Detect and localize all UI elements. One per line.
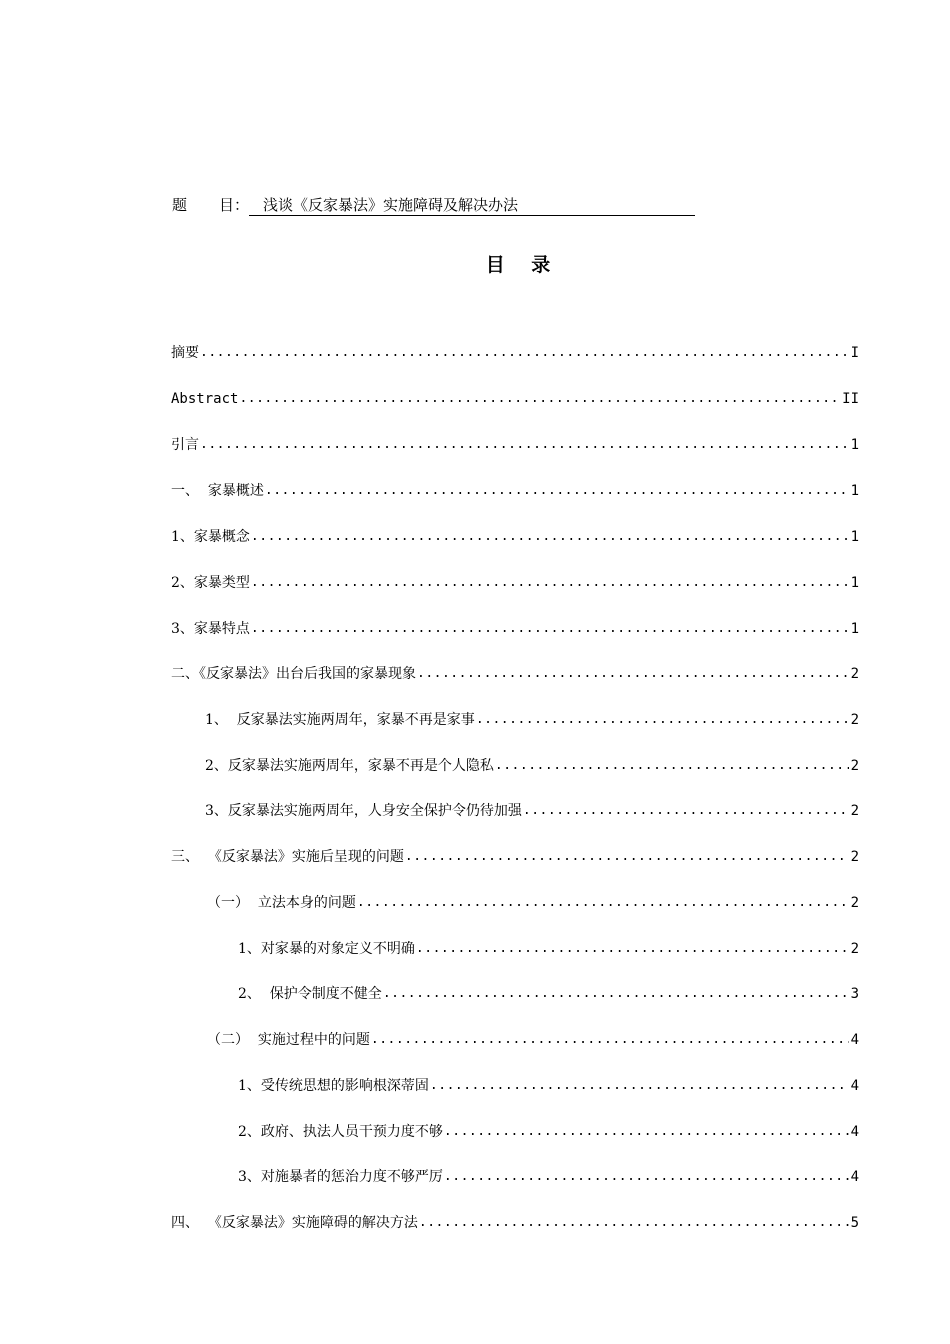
toc-entry-3-b-1[interactable] xyxy=(238,1075,859,1097)
toc-entry-label: Abstract xyxy=(171,391,239,407)
toc-leader-dots xyxy=(430,1075,849,1097)
toc-leader-dots xyxy=(383,983,849,1005)
toc-entry-page: II xyxy=(842,391,859,407)
toc-entry-page: 1 xyxy=(850,529,859,545)
toc-entry-page: 2 xyxy=(850,666,859,682)
topic-label-2: 目： xyxy=(219,196,250,214)
toc-entry-3-b[interactable] xyxy=(207,1029,859,1051)
toc-entry-page: 1 xyxy=(850,575,859,591)
toc-leader-dots xyxy=(357,892,849,914)
toc-entry-introduction[interactable] xyxy=(171,434,859,456)
toc-entry-page: 2 xyxy=(850,803,859,819)
toc-entry-1-2[interactable] xyxy=(171,572,859,594)
toc-leader-dots xyxy=(200,342,849,364)
toc-leader-dots xyxy=(417,663,849,685)
toc-leader-dots xyxy=(239,388,840,410)
toc-entry-label: 1、对家暴的对象定义不明确 xyxy=(238,941,415,957)
toc-entry-label: 引言 xyxy=(171,437,199,453)
toc-entry-page: 1 xyxy=(850,437,859,453)
toc-leader-dots xyxy=(405,846,849,868)
toc-entry-page: 2 xyxy=(850,895,859,911)
toc-entry-page: 4 xyxy=(850,1032,859,1048)
toc-entry-2-3[interactable] xyxy=(205,800,859,822)
toc-leader-dots xyxy=(251,572,849,594)
toc-entry-label: 2、反家暴法实施两周年，家暴不再是个人隐私 xyxy=(205,758,494,774)
toc-entry-label: 3、家暴特点 xyxy=(171,621,250,637)
toc-entry-3-a-1[interactable] xyxy=(238,938,859,960)
toc-entry-2-2[interactable] xyxy=(205,755,859,777)
toc-entry-page: 2 xyxy=(850,849,859,865)
toc-entry-page: 2 xyxy=(850,712,859,728)
toc-entry-1-1[interactable] xyxy=(171,526,859,548)
toc-entry-label: 2、家暴类型 xyxy=(171,575,250,591)
toc-entry-page: 4 xyxy=(850,1078,859,1094)
toc-entry-page: 3 xyxy=(850,986,859,1002)
toc-entry-1-3[interactable] xyxy=(171,618,859,640)
toc-entry-page: 1 xyxy=(850,621,859,637)
toc-entry-section-4[interactable] xyxy=(171,1212,859,1234)
toc-entry-page: 4 xyxy=(850,1124,859,1140)
toc-entry-page: 1 xyxy=(850,483,859,499)
toc-leader-dots xyxy=(476,709,849,731)
toc-entry-section-1[interactable] xyxy=(171,480,859,502)
toc-leader-dots xyxy=(444,1166,849,1188)
toc-leader-dots xyxy=(495,755,849,777)
toc-entry-label: 摘要 xyxy=(171,345,199,361)
toc-entry-2-1[interactable] xyxy=(205,709,859,731)
toc-leader-dots xyxy=(200,434,849,456)
toc-entry-label: （一） 立法本身的问题 xyxy=(207,895,356,911)
toc-entry-section-3[interactable] xyxy=(171,846,859,868)
toc-entry-3-b-2[interactable] xyxy=(238,1121,859,1143)
toc-entry-3-a[interactable] xyxy=(207,892,859,914)
toc-entry-label: 二、《反家暴法》出台后我国的家暴现象 xyxy=(171,666,416,682)
topic-label-1: 题 xyxy=(172,196,188,214)
toc-leader-dots xyxy=(416,938,849,960)
toc-entry-label: 一、 家暴概述 xyxy=(171,483,264,499)
toc-leader-dots xyxy=(523,800,849,822)
toc-entry-label: （二） 实施过程中的问题 xyxy=(207,1032,370,1048)
toc-entry-abstract-en[interactable] xyxy=(171,388,859,410)
toc-entry-label: 1、家暴概念 xyxy=(171,529,250,545)
toc-entry-3-a-2[interactable] xyxy=(238,983,859,1005)
toc-entry-3-b-3[interactable] xyxy=(238,1166,859,1188)
topic-value: 浅谈《反家暴法》实施障碍及解决办法 xyxy=(249,195,695,216)
toc-leader-dots xyxy=(444,1121,849,1143)
toc-entry-page: 2 xyxy=(850,758,859,774)
toc-entry-section-2[interactable] xyxy=(171,663,859,685)
toc-leader-dots xyxy=(251,618,849,640)
topic-line xyxy=(172,195,695,216)
toc-leader-dots xyxy=(251,526,849,548)
toc-entry-label: 1、 反家暴法实施两周年，家暴不再是家事 xyxy=(205,712,475,728)
toc-entry-page: I xyxy=(850,345,859,361)
toc-leader-dots xyxy=(371,1029,849,1051)
toc-entry-abstract-cn[interactable] xyxy=(171,342,859,364)
toc-entry-label: 2、政府、执法人员干预力度不够 xyxy=(238,1124,443,1140)
toc-entry-label: 3、反家暴法实施两周年，人身安全保护令仍待加强 xyxy=(205,803,522,819)
toc-entry-label: 1、受传统思想的影响根深蒂固 xyxy=(238,1078,429,1094)
toc-entry-label: 三、 《反家暴法》实施后呈现的问题 xyxy=(171,849,404,865)
toc-entry-page: 5 xyxy=(850,1215,859,1231)
toc-entry-page: 4 xyxy=(850,1169,859,1185)
toc-title: 目 录 xyxy=(485,254,551,276)
toc-leader-dots xyxy=(419,1212,849,1234)
toc-entry-label: 2、 保护令制度不健全 xyxy=(238,986,382,1002)
toc-entry-label: 3、对施暴者的惩治力度不够严厉 xyxy=(238,1169,443,1185)
toc-entry-page: 2 xyxy=(850,941,859,957)
toc-entry-label: 四、 《反家暴法》实施障碍的解决方法 xyxy=(171,1215,418,1231)
toc-leader-dots xyxy=(265,480,849,502)
